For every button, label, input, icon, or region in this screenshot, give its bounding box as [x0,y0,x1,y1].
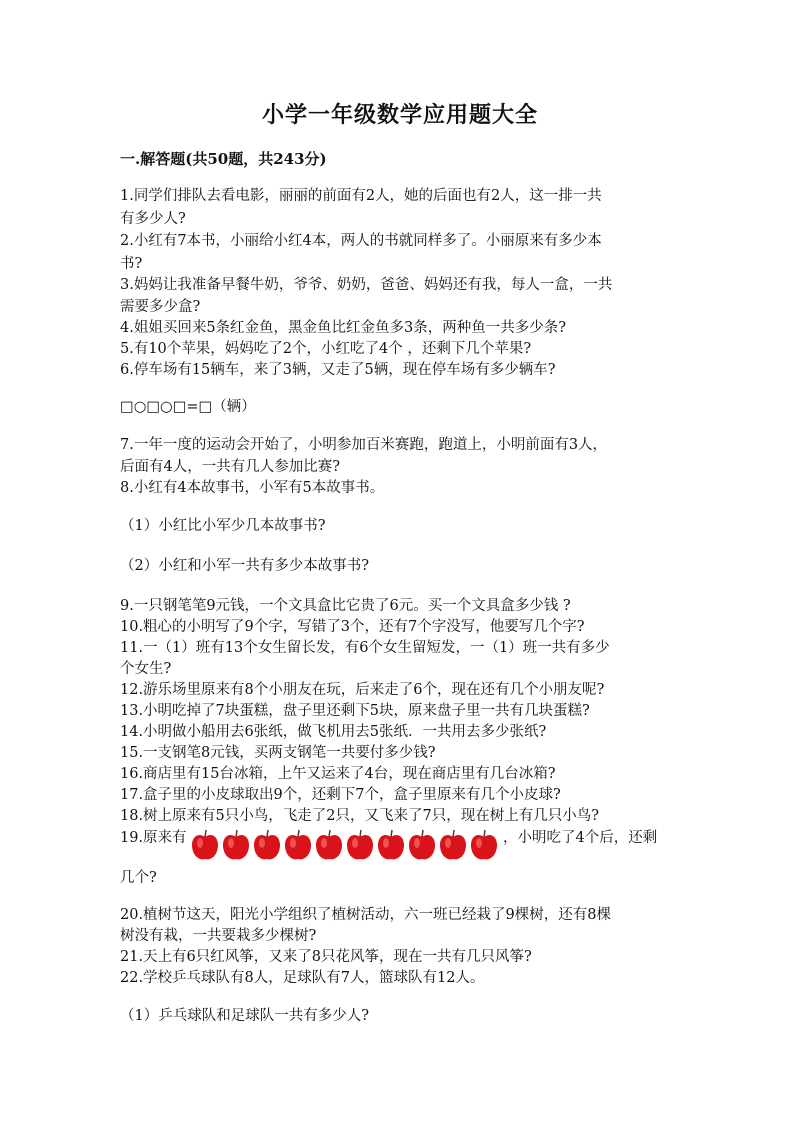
apple-icon [284,828,312,862]
question-line: 16.商店里有15台冰箱，上午又运来了4台，现在商店里有几台冰箱? [120,766,556,782]
apple-icon [315,828,343,862]
sub-question: （1）小红比小军少几本故事书? [120,518,326,534]
section-heading: 一.解答题(共50题，共243分) [120,150,327,168]
question-line: 17.盒子里的小皮球取出9个，还剩下7个，盒子里原来有几个小皮球? [120,787,561,803]
apple-icon [346,828,374,862]
question-line: 后面有4人，一共有几人参加比赛? [120,459,340,475]
question-line: 18.树上原来有5只小鸟，飞走了2只，又飞来了7只，现在树上有几只小鸟? [120,808,600,824]
apple-icon [377,828,405,862]
apple-icon [470,828,498,862]
equation-template: □○□○□=□（辆） [120,399,256,415]
question-line: 4.姐姐买回来5条红金鱼，黑金鱼比红金鱼多3条，两种鱼一共多少条? [120,320,567,336]
question-line: 12.游乐场里原来有8个小朋友在玩，后来走了6个，现在还有几个小朋友呢? [120,682,605,698]
question-line: 9.一只钢笔笔9元钱，一个文具盒比它贵了6元。买一个文具盒多少钱 ? [120,598,571,614]
question-line: 1.同学们排队去看电影，丽丽的前面有2人，她的后面也有2人，这一排一共 [120,188,602,204]
question-line: 有多少人? [120,211,186,227]
sub-question: （2）小红和小军一共有多少本故事书? [120,558,369,574]
question-line: 11.一（1）班有13个女生留长发，有6个女生留短发，一（1）班一共有多少 [120,640,610,656]
sub-question: （1）乒乓球队和足球队一共有多少人? [120,1008,369,1024]
question-line: 2.小红有7本书，小丽给小红4本，两人的书就同样多了。小丽原来有多少本 [120,233,602,249]
question-line: 5.有10个苹果，妈妈吃了2个，小红吃了4个 ，还剩下几个苹果? [120,341,532,357]
apple-icon [222,828,250,862]
question-line: 3.妈妈让我准备早餐牛奶，爷爷、奶奶，爸爸、妈妈还有我，每人一盒，一共 [120,277,613,293]
question-line: 个女生? [120,661,172,677]
question-line: 6.停车场有15辆车，来了3辆，又走了5辆，现在停车场有多少辆车? [120,362,556,378]
question-line: 几个? [120,870,157,886]
apple-row [191,828,497,866]
question-line: 19.原来有 [120,830,187,846]
apple-icon [408,828,436,862]
question-line: 14.小明做小船用去6张纸，做飞机用去5张纸．一共用去多少张纸? [120,724,547,740]
question-line: 13.小明吃掉了7块蛋糕，盘子里还剩下5块，原来盘子里一共有几块蛋糕? [120,703,590,719]
question-line: 需要多少盒? [120,299,201,315]
question-line: 21.天上有6只红风筝，又来了8只花风筝，现在一共有几只风筝? [120,949,532,965]
question-line: 树没有栽，一共要栽多少棵树? [120,928,317,944]
page-title: 小学一年级数学应用题大全 [261,102,538,128]
apple-icon [253,828,281,862]
question-line: 7.一年一度的运动会开始了，小明参加百米赛跑，跑道上，小明前面有3人， [120,437,608,453]
question-line: 22.学校乒乓球队有8人，足球队有7人，篮球队有12人。 [120,970,485,986]
question-line: 15.一支钢笔8元钱，买两支钢笔一共要付多少钱? [120,745,436,761]
question-line: 8.小红有4本故事书，小军有5本故事书。 [120,480,385,496]
question-line: ，小明吃了4个后，还剩 [503,830,658,846]
apple-icon [439,828,467,862]
question-line: 书? [120,256,143,272]
question-line: 10.粗心的小明写了9个字，写错了3个，还有7个字没写，他要写几个字? [120,619,585,635]
question-line: 20.植树节这天，阳光小学组织了植树活动，六一班已经栽了9棵树，还有8棵 [120,907,612,923]
apple-icon [191,828,219,862]
